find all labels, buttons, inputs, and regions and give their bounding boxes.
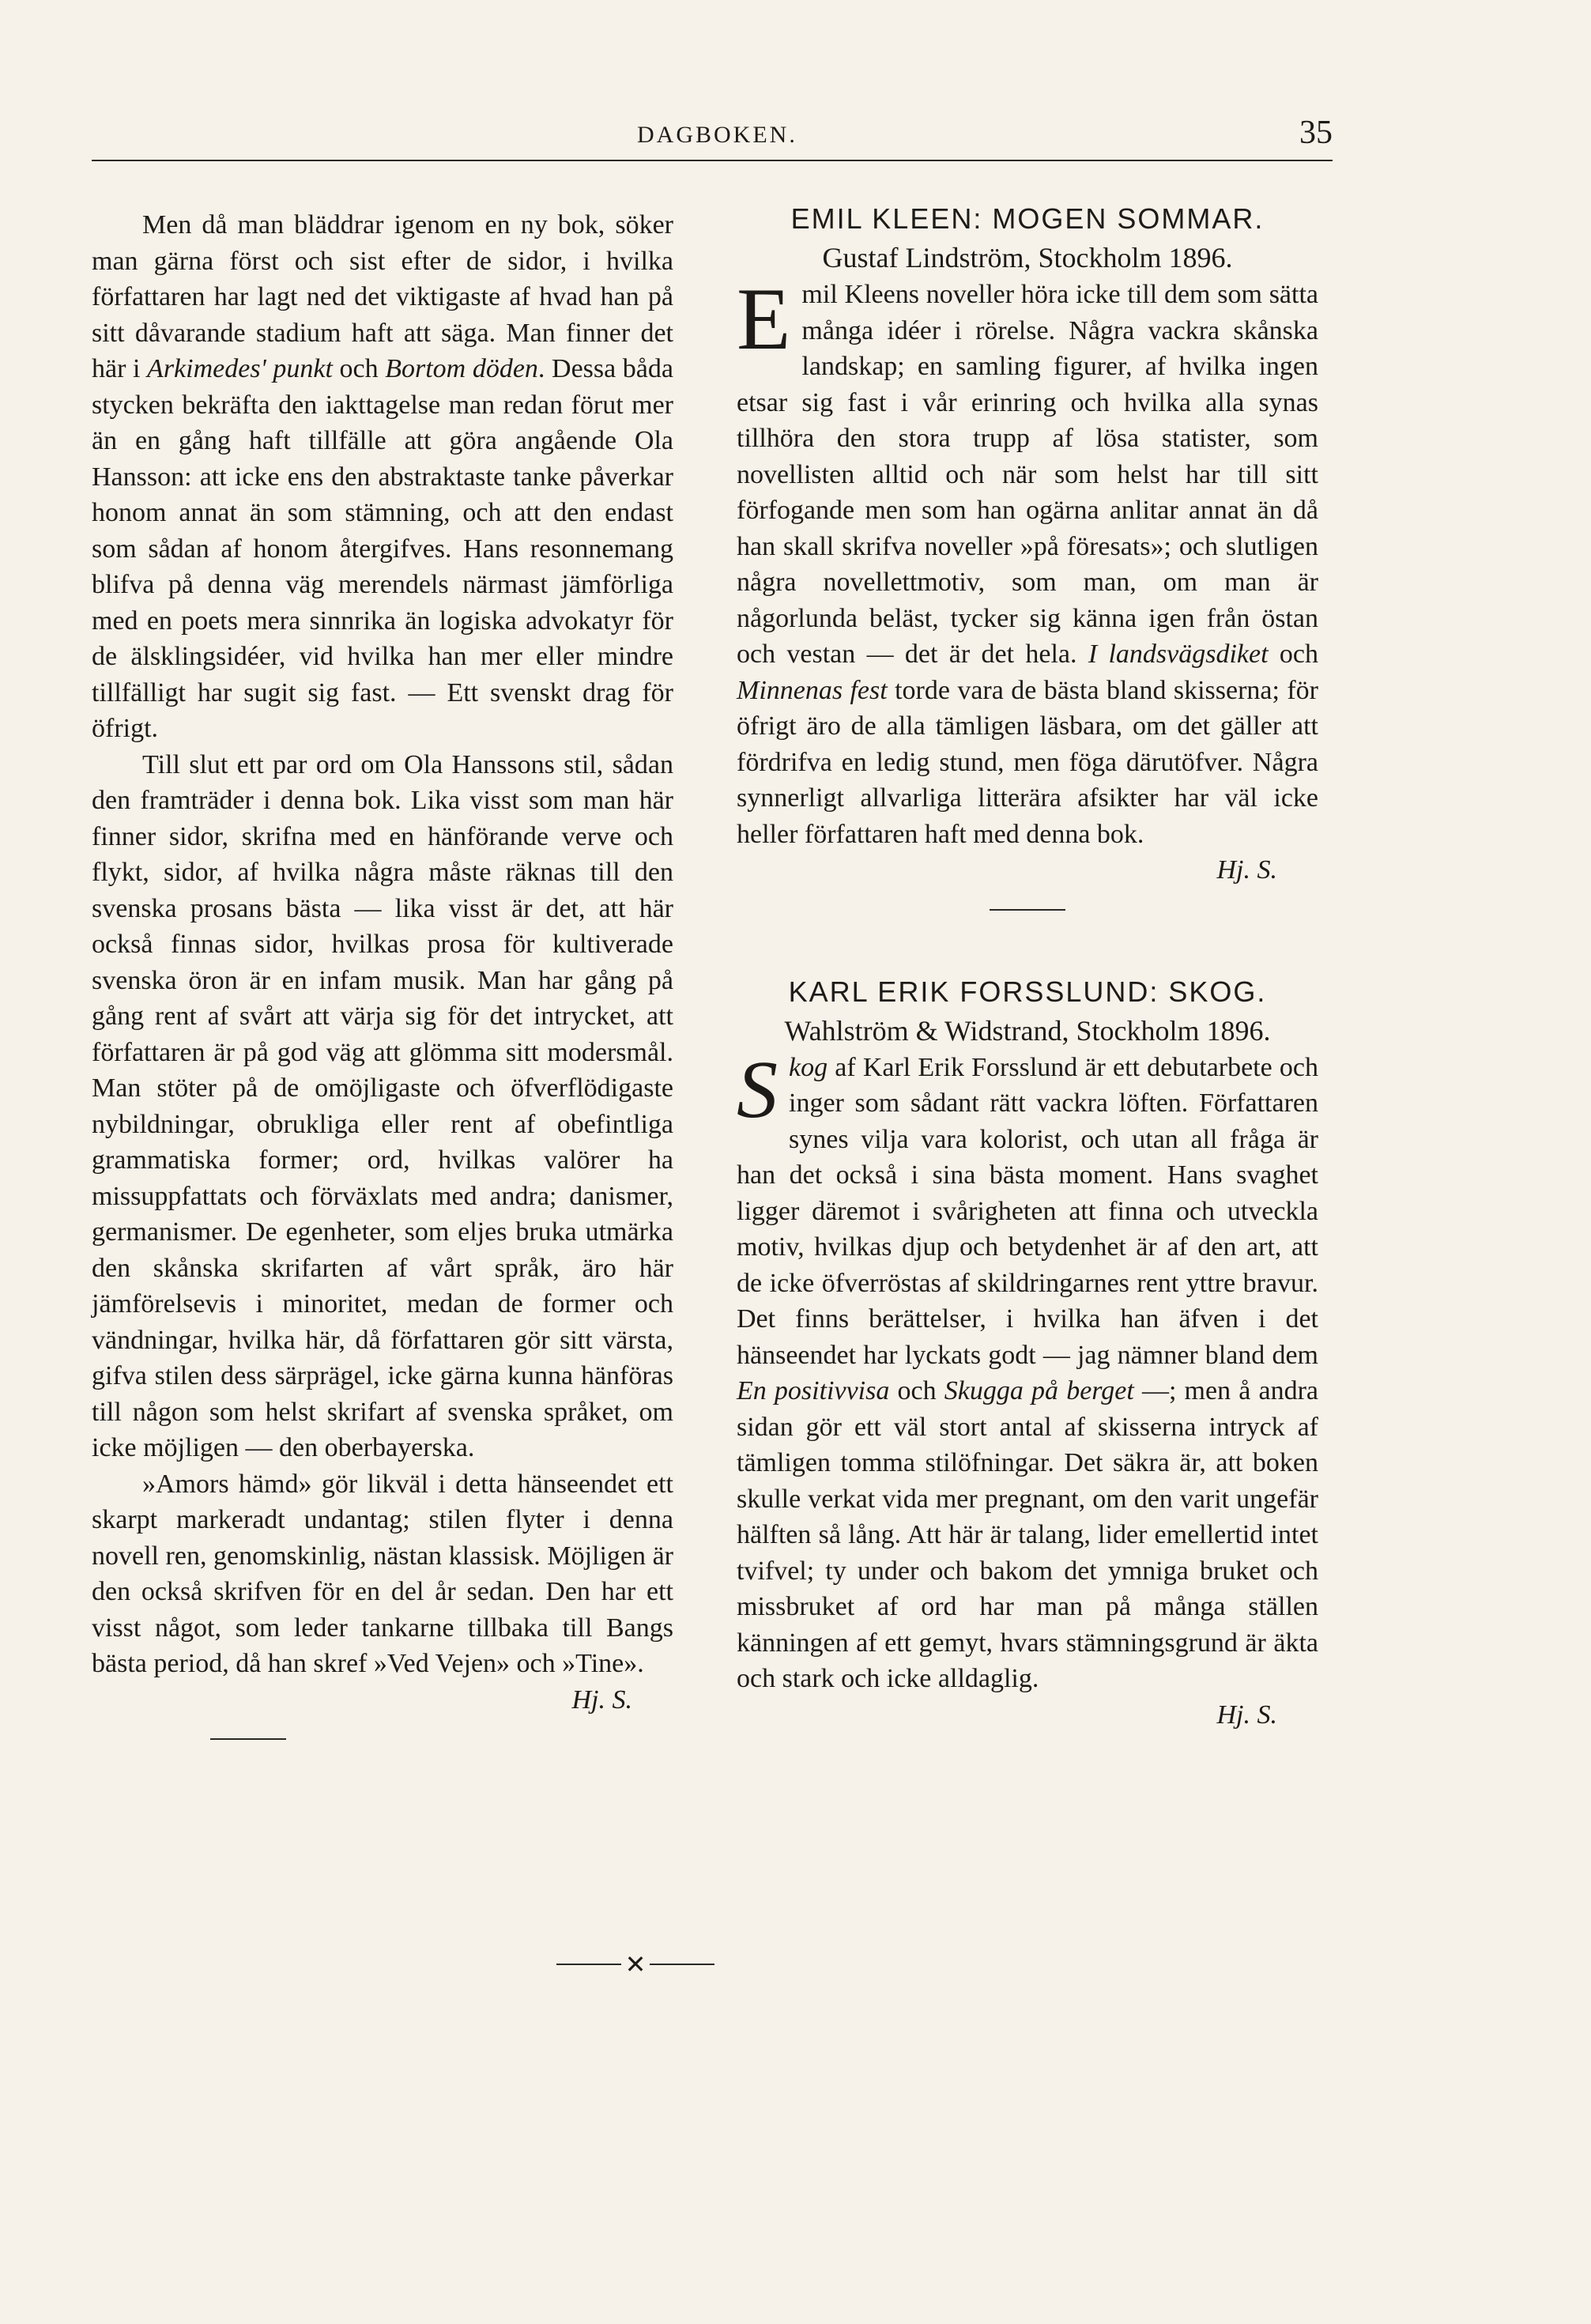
review-title: KARL ERIK FORSSLUND: SKOG.	[788, 975, 1267, 1008]
review-text	[737, 270, 1318, 849]
ornament-line-right	[650, 1964, 714, 1965]
text-run: mil Kleens noveller höra icke till dem som sätta många idéer i rörelse. Några vackra skånska landskap; en samling figurer, af hvilka ingen etsar sig fast i vår erinring och hvilka alla synas tillhöra den stora trupp af lösa statister, som novellisten alltid och när som helst har till sitt förfogande men som han ogärna anlitar annat än då han skall skrifva noveller »på föresats»; och slutligen några novellettmotiv, som man, om man är någorlunda beläst, tycker sig känna igen från östan och vestan — det är det hela.	[737, 280, 1318, 669]
drop-cap: S	[737, 1043, 778, 1135]
left-paragraph-3	[92, 1466, 673, 1682]
text-run: —; men å andra sidan gör ett väl stort antal af skisserna intryck af tämligen tomma stilöfningar. Det säkra är, att boken skulle verkat vida mer pregnant, om den varit ungefär hälften så lång. Att här är talang, lider emellertid intet tvifvel; ty under och bakom det ymniga bruket och missbruket af ord har man på många ställen känningen af ett gemyt, hvars stämningsgrund är äkta och stark och icke alldaglig.	[737, 1376, 1319, 1693]
review-body	[737, 1043, 1319, 1697]
text-run: torde vara de bästa bland skisserna; för öfrigt äro de alla tämligen läsbara, om det gäller att fördrifva en ledig stund, men föga därutöfver. Några synnerligt allvarliga litterära afsikter har väl icke heller författaren haft med denna bok.	[737, 675, 1318, 849]
header-rule	[92, 160, 1333, 161]
review-publisher: Gustaf Lindström, Stockholm 1896.	[822, 242, 1233, 274]
review-body	[737, 270, 1318, 852]
review-title: EMIL KLEEN: MOGEN SOMMAR.	[790, 202, 1265, 235]
review-emil-kleen	[737, 199, 1318, 911]
text-run: . Dessa båda stycken bekräfta den iakttagelse man redan förut mer än en gång haft tillfälle att göra angående Ola Hansson: att icke ens den abstraktaste tanke påverkar honom annat än som stämning, och att den endast som sådan af honom återgifves. Hans resonnemang blifva på denna väg merendels närmast jämförliga med en poets mera sinnrika än logiska advokatyr för de älsklingsidéer, vid hvilka han mer eller mindre tillfälligt har sugit sig fast. — Ett svenskt drag för öfrigt.	[92, 354, 673, 743]
ornament-line-left	[556, 1964, 621, 1965]
page-header	[92, 109, 1333, 164]
footer-ornament	[556, 1950, 714, 1979]
italic-text: En positivvisa	[737, 1376, 890, 1405]
review-text	[737, 1043, 1319, 1694]
review-signature: Hj. S.	[1216, 1700, 1277, 1730]
ornament-glyph: ✕	[624, 1950, 647, 1979]
review-publisher: Wahlström & Widstrand, Stockholm 1896.	[784, 1014, 1271, 1047]
left-column	[92, 207, 673, 1740]
right-column	[737, 199, 1318, 1733]
drop-cap: E	[737, 270, 791, 368]
review-karl-erik-forsslund	[737, 972, 1318, 1734]
italic-text: Skugga på berget	[944, 1376, 1134, 1405]
italic-text: kog	[789, 1052, 828, 1082]
left-end-rule	[210, 1738, 286, 1740]
text-run: af Karl Erik Forsslund är ett debutarbete och inger som sådant rätt vackra löften. Författaren synes vilja vara kolorist, och utan all fråga är han det också i sina bästa moment. Hans svaghet ligger däremot i svårigheten att finna och utveckla motiv, hvilkas djup och betydenhet är af den art, att de icke öfverröstas af skildringarnes rent yttre bravur. Det finns berättelser, i hvilka han äfven i det hänseendet har lyckats godt — jag nämner bland dem	[737, 1052, 1318, 1370]
text-run: Till slut ett par ord om Ola Hanssons stil, sådan den framträder i denna bok. Lika visst som man här finner sidor, skrifna med en hänförande verve och flykt, sidor, af hvilka några måste räknas till den svenska prosans bästa — lika visst är det, att här också finnas sidor, hvilkas prosa för kultiverade svenska öron är en infam musik. Man har gång på gång rent af svårt att värja sig för det intrycket, att författaren är på god väg att glömma sitt modersmål. Man stöter på de omöjligaste och öfverflödigaste nybildningar, obrukliga eller rent af obefintliga grammatiska former; ord, hvilkas valörer ha missuppfattats och förväxlats med andra; danismer, germanismer. De egenheter, som eljes bruka utmärka den skånska skrifarten af vårt språk, äro här jämförelsevis i minoritet, medan de former och vändningar, hvilka här, då författaren gör sitt värsta, gifva stilen dess särprägel, icke gärna kunna hänföras till någon som helst skrifart af svenska språket, om icke möjligen — den oberbayerska.	[92, 749, 673, 1462]
text-run: och	[1268, 639, 1318, 669]
review-signature: Hj. S.	[1216, 855, 1277, 885]
text-run: och	[889, 1376, 944, 1405]
italic-text: I landsvägsdiket	[1088, 639, 1269, 669]
section-gap	[737, 911, 1318, 972]
text-run: Men då man bläddrar igenom en ny bok, söker man gärna först och sist efter de sidor, i hvilka författaren har lagt ned det viktigaste af hvad han på sitt dåvarande stadium haft att säga. Man finner det här i	[92, 210, 673, 383]
italic-text: Arkimedes' punkt	[147, 354, 333, 383]
running-title: DAGBOKEN.	[637, 122, 797, 148]
page-number: 35	[1299, 115, 1333, 151]
left-paragraph-1	[92, 207, 673, 747]
italic-text: Bortom döden	[385, 354, 538, 383]
left-paragraph-2	[92, 747, 673, 1466]
italic-text: Minnenas fest	[737, 675, 888, 705]
text-run: och	[332, 354, 386, 383]
left-signature: Hj. S.	[571, 1685, 632, 1715]
text-run: »Amors hämd» gör likväl i detta hänseendet ett skarpt markeradt undantag; stilen flyter i denna novell ren, genomskinlig, nästan klassisk. Möjligen är den också skrifven för en del år sedan. Den har ett visst något, som leder tankarne tillbaka till Bangs bästa period, då han skref »Ved Vejen» och »Tine».	[92, 1469, 673, 1678]
